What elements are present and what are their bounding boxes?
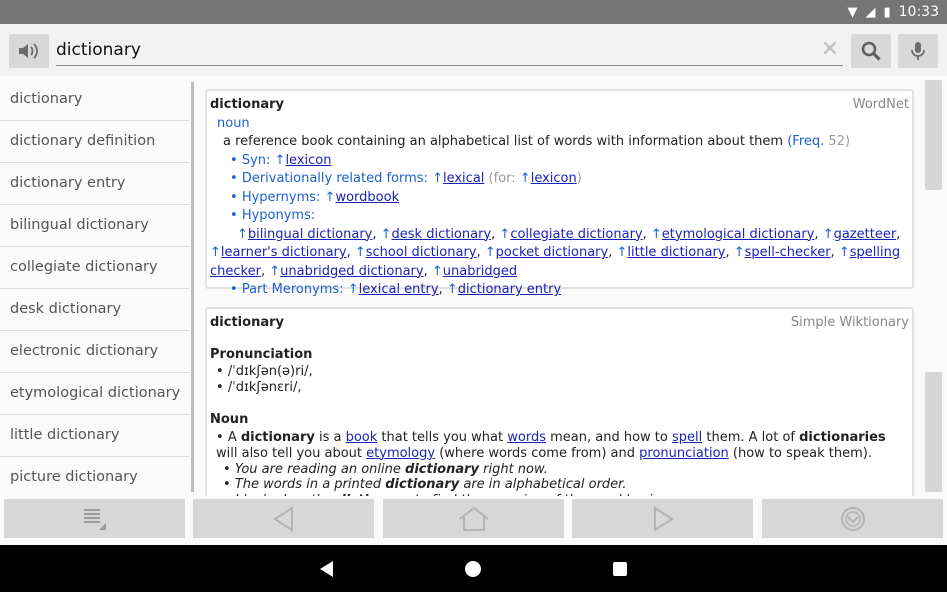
part-of-speech: noun (217, 115, 250, 131)
search-field-wrap (56, 36, 843, 66)
home-button[interactable] (383, 499, 564, 538)
hyponym-link[interactable]: spell-checker (744, 245, 831, 260)
home-icon (458, 506, 490, 532)
def-link[interactable]: etymology (366, 445, 436, 461)
list-item[interactable]: desk dictionary (0, 289, 190, 331)
hyponym-link[interactable]: gazetteer (833, 226, 897, 242)
hyponym-link[interactable]: little dictionary (627, 245, 726, 260)
meronym-link[interactable]: lexical entry (358, 282, 439, 297)
back-button[interactable] (193, 499, 374, 538)
hyponym-link[interactable]: learner's dictionary (220, 245, 347, 260)
scroll-down-button[interactable] (762, 499, 943, 538)
hyponyms-heading-line: • Hyponyms: (230, 208, 316, 223)
meronym-link[interactable]: dictionary entry (457, 282, 562, 297)
list-item[interactable]: dictionary entry (0, 163, 190, 205)
hyponym-link[interactable]: unabridged dictionary (280, 263, 424, 279)
wifi-icon: ▼ (847, 4, 858, 20)
deriv-label: Derivationally related forms: (241, 171, 428, 186)
hyponym-link[interactable]: desk dictionary (391, 226, 492, 242)
ipa: /ˈdɪkʃənɛri/, (227, 379, 302, 395)
deriv-for-label: (for: (488, 171, 516, 186)
history-icon (81, 506, 109, 532)
hypernyms-label: Hypernyms: (241, 189, 321, 205)
pronunciation-item: • /ˈdɪkʃənɛri/, (216, 379, 302, 395)
definition-pane (198, 82, 922, 493)
list-item[interactable]: dictionary definition (0, 121, 190, 163)
definition: • A dictionary is a book that tells you what words mean, and how to spell them. A lot of dictionaries will also tell you about etymology (where words come from) and pronunciation (how to speak them). (216, 429, 886, 461)
search-input[interactable] (56, 36, 796, 64)
pronunciation-item: • /ˈdɪkʃən(ə)ri/, (216, 364, 313, 379)
back-icon (272, 506, 296, 532)
freq-label: (Freq. (787, 134, 825, 149)
sidebar-splitter[interactable] (191, 82, 194, 492)
list-item[interactable]: etymological dictionary (0, 373, 190, 415)
example-sentence: • You are reading an online dictionary right now. (223, 461, 548, 477)
pronunciation-heading: Pronunciation (210, 346, 313, 362)
wiktionary-card (205, 307, 914, 507)
headword: dictionary (210, 97, 284, 112)
hyponym-link[interactable]: unabridged (442, 263, 518, 279)
gloss-line (210, 133, 909, 152)
hyponym-link[interactable]: collegiate dictionary (510, 226, 643, 242)
hyponyms-label: Hyponyms: (241, 208, 316, 223)
scroll-down-icon (840, 506, 866, 532)
hypernym-link[interactable]: wordbook (335, 189, 400, 205)
top-bar (0, 24, 947, 76)
scroll-thumb-upper[interactable] (925, 80, 942, 190)
hyponyms-list: ↑bilingual dictionary, ↑desk dictionary, ↑collegiate dictionary, ↑etymological dictionary, ↑gazetteer, ↑learner's dictionary, ↑school dictionary, ↑pocket dictionary, ↑little dictionary, ↑spell-checker, ↑spelling checker, ↑unabridged dictionary, ↑unabridged (210, 226, 901, 279)
signal-icon: ◢ (865, 4, 876, 20)
hyponym-link[interactable]: pocket dictionary (495, 245, 609, 260)
deriv-for-link[interactable]: lexicon (530, 171, 577, 186)
hypernyms-line: • Hypernyms: ↑wordbook (230, 189, 400, 205)
clear-icon[interactable]: ✕ (820, 37, 840, 62)
syn-link[interactable]: lexicon (285, 152, 332, 168)
search-icon (860, 40, 882, 62)
hyponym-link[interactable]: spelling checker (210, 245, 901, 279)
def-link[interactable]: book (345, 429, 378, 445)
source-label: WordNet (852, 97, 909, 112)
source-label: Simple Wiktionary (790, 315, 909, 330)
syn-line: • Syn: ↑lexicon (230, 152, 332, 168)
wordnet-card (205, 89, 914, 297)
meronyms-line: • Part Meronyms: ↑lexical entry, ↑dictionary entry (230, 282, 562, 297)
list-item[interactable]: picture dictionary (0, 457, 190, 499)
deriv-close: ) (576, 171, 582, 186)
clock: 10:33 (898, 4, 939, 20)
example-sentence: • The words in a printed dictionary are in alphabetical order. (223, 477, 627, 492)
voice-input-button[interactable] (898, 34, 938, 68)
bottom-toolbar (0, 496, 947, 542)
list-item[interactable]: collegiate dictionary (0, 247, 190, 289)
forward-button[interactable] (572, 499, 753, 538)
def-link[interactable]: words (507, 429, 546, 445)
list-item[interactable]: little dictionary (0, 415, 190, 457)
freq-value: 52) (828, 134, 851, 149)
syn-label: Syn: (241, 152, 271, 168)
meronyms-label: Part Meronyms: (241, 282, 344, 297)
list-item[interactable]: bilingual dictionary (0, 205, 190, 247)
speaker-icon (17, 41, 41, 61)
hyponym-link[interactable]: etymological dictionary (661, 226, 815, 242)
history-button[interactable] (4, 499, 185, 538)
list-item[interactable]: electronic dictionary (0, 331, 190, 373)
microphone-icon (910, 40, 926, 62)
headword: dictionary (210, 315, 284, 330)
hyponym-link[interactable]: bilingual dictionary (247, 226, 373, 242)
nav-back-icon[interactable] (320, 561, 333, 577)
system-nav-bar (0, 545, 947, 592)
battery-icon: ▮ (883, 4, 891, 20)
nav-home-icon[interactable] (465, 561, 481, 577)
list-item[interactable]: dictionary (0, 79, 190, 121)
noun-heading: Noun (210, 412, 249, 427)
suggestion-list (0, 79, 190, 493)
hyponym-link[interactable]: school dictionary (365, 245, 477, 260)
deriv-line: • Derivationally related forms: ↑lexical (for: ↑lexicon) (230, 171, 582, 186)
gloss: a reference book containing an alphabetical list of words with information about them (223, 134, 784, 149)
def-link[interactable]: spell (671, 429, 703, 445)
deriv-link[interactable]: lexical (442, 171, 485, 186)
ipa: /ˈdɪkʃən(ə)ri/, (227, 364, 313, 379)
scroll-thumb-lower[interactable] (925, 372, 942, 492)
def-link[interactable]: pronunciation (639, 445, 729, 461)
status-bar (0, 0, 947, 24)
speaker-button[interactable] (9, 34, 49, 68)
forward-icon (651, 506, 675, 532)
search-button[interactable] (851, 34, 891, 68)
nav-recents-icon[interactable] (613, 562, 627, 576)
